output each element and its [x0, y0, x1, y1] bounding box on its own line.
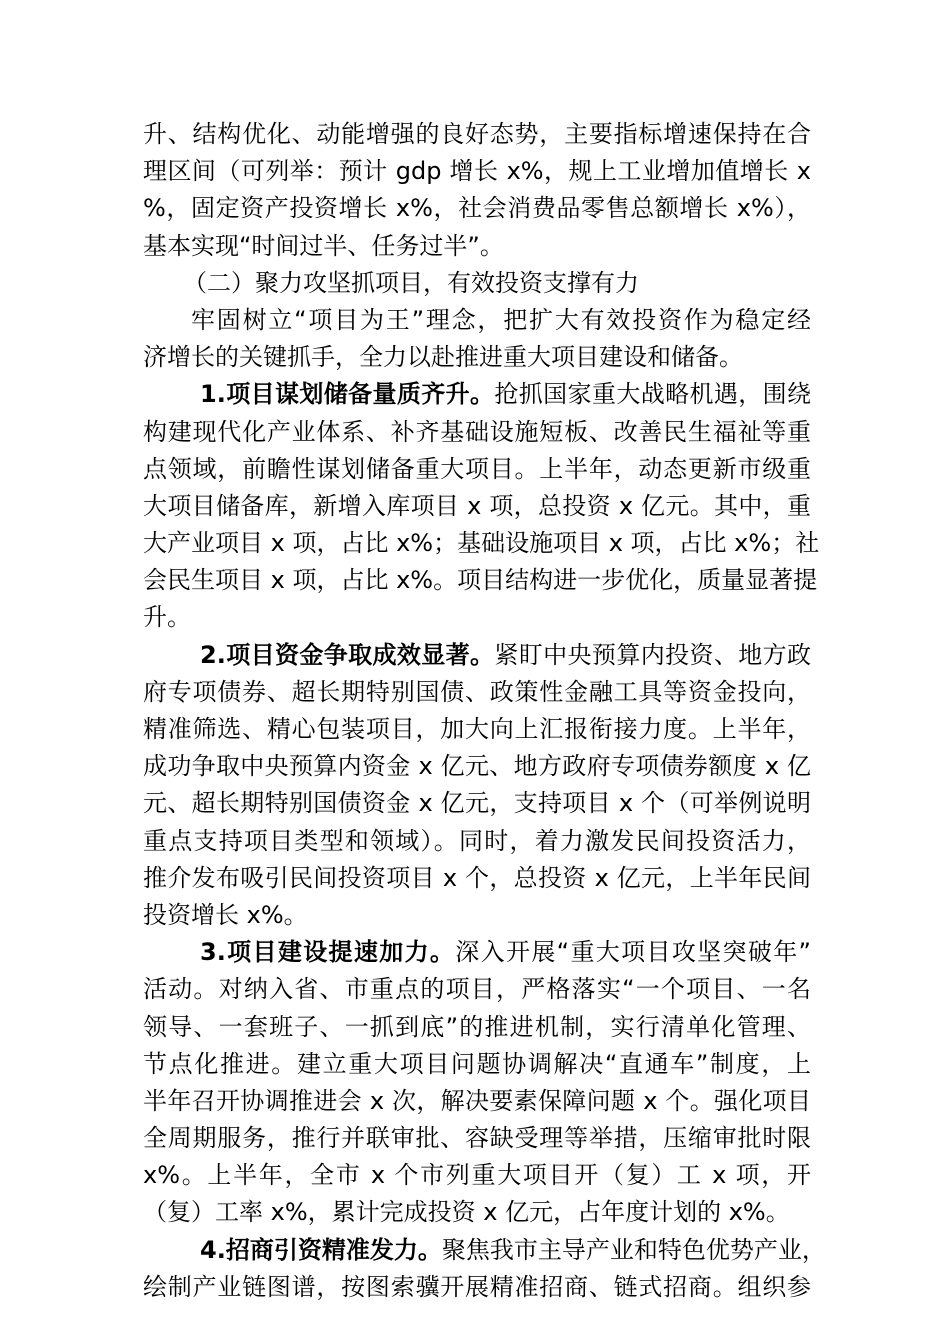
- item-first-line-text: 聚焦我市主导产业和特色优势产业，: [441, 1235, 826, 1264]
- item-line: 成功争取中央预算内资金 x 亿元、地方政府专项债券额度 x 亿: [143, 752, 811, 781]
- section-heading: （二）聚力攻坚抓项目，有效投资支撑有力: [183, 268, 639, 297]
- item-first-line: [143, 1232, 826, 1269]
- item-line: 绘制产业链图谱，按图索骥开展精准招商、链式招商。组织参: [143, 1272, 811, 1301]
- item-line: 大产业项目 x 项，占比 x%；基础设施项目 x 项，占比 x%；社: [143, 529, 820, 558]
- item-line: 推介发布吸引民间投资项目 x 个，总投资 x 亿元，上半年民间: [143, 863, 811, 892]
- item-first-line-text: 紧盯中央预算内投资、地方政: [494, 640, 811, 669]
- item-title: 2.项目资金争取成效显著。: [200, 640, 495, 669]
- item-line: 点领域，前瞻性谋划储备重大项目。上半年，动态更新市级重: [143, 454, 811, 483]
- item-first-line: [143, 637, 811, 674]
- item-first-line: [143, 934, 811, 971]
- item-line: 升。: [143, 603, 191, 632]
- item-line: 半年召开协调推进会 x 次，解决要素保障问题 x 个。强化项目: [143, 1086, 811, 1115]
- item-line: （复）工率 x%，累计完成投资 x 亿元，占年度计划的 x%。: [143, 1198, 790, 1227]
- item-title: 3.项目建设提速加力。: [200, 938, 456, 967]
- item-title: 1.项目谋划储备量质齐升。: [200, 380, 495, 409]
- item-first-line-text: 抢抓国家重大战略机遇，围绕: [494, 380, 811, 409]
- document-body: [143, 116, 826, 1306]
- item-first-line: [143, 376, 811, 413]
- item-line: 领导、一套班子、一抓到底”的推进机制，实行清单化管理、: [143, 1012, 811, 1041]
- item-line: 会民生项目 x 项，占比 x%。项目结构进一步优化，质量显著提: [143, 566, 818, 595]
- intro-line: 济增长的关键抓手，全力以赴推进重大项目建设和储备。: [143, 343, 743, 372]
- body-line: 理区间（可列举：预计 gdp 增长 x%，规上工业增加值增长 x: [143, 157, 811, 186]
- item-line: 重点支持项目类型和领域）。同时，着力激发民间投资活力，: [143, 826, 811, 855]
- item-first-line-text: 深入开展“重大项目攻坚突破年”: [455, 938, 811, 967]
- body-line: %，固定资产投资增长 x%，社会消费品零售总额增长 x%），: [143, 194, 811, 223]
- intro-line: 牢固树立“项目为王”理念，把扩大有效投资作为稳定经: [191, 305, 811, 334]
- item-line: 全周期服务，推行并联审批、容缺受理等举措，压缩审批时限: [143, 1124, 811, 1153]
- item-line: 活动。对纳入省、市重点的项目，严格落实“一个项目、一名: [143, 975, 811, 1004]
- item-line: 投资增长 x%。: [143, 900, 308, 929]
- item-line: 元、超长期特别国债资金 x 亿元，支持项目 x 个（可举例说明: [143, 789, 811, 818]
- body-line: 升、结构优化、动能增强的良好态势，主要指标增速保持在合: [143, 120, 811, 148]
- body-line: 基本实现“时间过半、任务过半”。: [143, 231, 504, 260]
- item-line: 节点化推进。建立重大项目问题协调解决“直通车”制度，上: [143, 1049, 811, 1078]
- item-line: 大项目储备库，新增入库项目 x 项，总投资 x 亿元。其中，重: [143, 491, 811, 520]
- item-line: 府专项债券、超长期特别国债、政策性金融工具等资金投向，: [143, 677, 811, 706]
- item-line: 精准筛选、精心包装项目，加大向上汇报衔接力度。上半年，: [143, 715, 811, 743]
- item-line: 构建现代化产业体系、补齐基础设施短板、改善民生福祉等重: [143, 417, 811, 446]
- item-line: x%。上半年，全市 x 个市列重大项目开（复）工 x 项，开: [143, 1161, 811, 1190]
- item-title: 4.招商引资精准发力。: [200, 1235, 442, 1264]
